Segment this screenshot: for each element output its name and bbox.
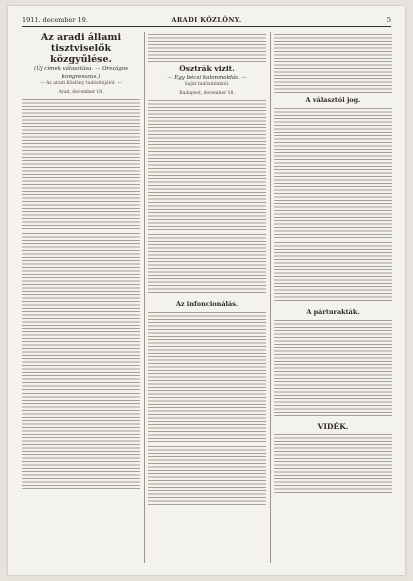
column-2 [148,32,266,567]
column-divider [144,32,145,563]
article-suffrage [274,96,392,302]
article-body-text [148,100,266,232]
section-heading: A választói jog. [305,96,361,104]
newspaper-page [8,6,405,575]
article-body-text [274,34,392,94]
article-body-text [148,446,266,506]
article-austrian-visit [148,64,266,294]
newspaper-title: ARADI KÖZLÖNY. [171,16,242,24]
article-body-text [22,393,140,489]
article-title: Osztrák vizit. [179,64,235,73]
article-countryside [274,422,392,494]
article-body-text [22,233,140,329]
article-civil-servants [22,32,140,489]
section-heading: Az infoncionálás. [175,300,239,308]
page-number: 5 [386,16,391,24]
column-divider [270,32,271,563]
article-title: Az aradi állami tisztviselők közgyűlése. [40,32,122,65]
article-body-text [274,320,392,416]
masthead [22,14,391,27]
article-body-text [148,312,266,444]
article-party-affairs [274,308,392,416]
column-3 [274,32,392,567]
article-subtitle: (Új címek választása. — Országos kongresszus.) [34,66,128,80]
article-body-text [148,34,266,62]
article-byline: — Az aradi Közlöny tudósítójától. — [40,81,122,86]
article-body-text [148,234,266,294]
article-body-text [274,108,392,240]
article-section-2 [148,300,266,506]
article-body-text [22,99,140,231]
issue-date: 1911. december 19. [22,16,88,24]
article-body-text [22,331,140,391]
section-heading: VIDÉK. [317,422,349,431]
article-body-text [274,434,392,494]
article-body-text [274,242,392,302]
article-byline: Saját tudósítónktól. [184,82,230,87]
column-1 [22,32,140,567]
article-dateline: Budapest, december 18. [179,91,235,96]
section-heading: A párturakták. [306,308,360,316]
article-subtitle: — Egy bécsi kolonmoldás. — [167,75,247,81]
article-dateline: Arad, december 18. [58,90,104,95]
